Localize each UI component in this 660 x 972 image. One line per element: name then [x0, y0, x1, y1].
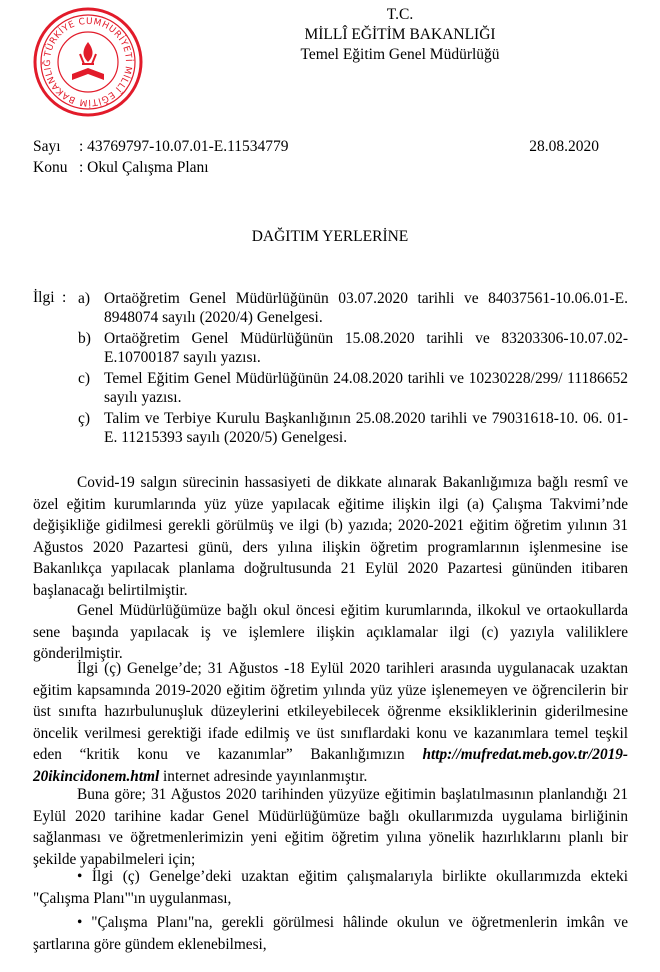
sayi-label: Sayı [33, 138, 61, 155]
body-paragraph-4: Buna göre; 31 Ağustos 2020 tarihinden yüzyüze eğitimin başlatılmasının planlandığı 21 Eylül 2020 tarihine kadar Genel Müdürlüğümüze bağlı okullarımızda uygulama birliğinin sağlanması ve öğretmenlerimizin yeni eğitim öğretim yılına yönelik hazırlıklarını planlı bir şekilde yapabilmeleri için; [33, 786, 628, 868]
bullet-item-2: • "Çalışma Planı"na, gerekli görülmesi hâlinde okulun ve öğretmenlerin imkân ve şartlarına göre gündem eklenebilmesi, [33, 914, 628, 953]
paragraph-3-text-a: İlgi (ç) Genelge’de; 31 Ağustos -18 Eylül 2020 tarihleri arasında uygulanacak uzaktan eğitim kapsamında 2019-2020 eğitim öğretim yılında yüz yüze işlenemeyen ve öğrencilerin bir üst sınıfta hazırbulunuşluk düzeylerini etkileyebilecek öğrenme eksikliklerinin giderilmesine öncelik verilmesi gerektiği ifade edilmiş ve üst sınıflardaki konu ve kazanımlara temel teşkil eden “kritik konu ve kazanımlar” Bakanlığımızın [33, 660, 628, 763]
konu-label: Konu [33, 159, 68, 176]
konu-value: : Okul Çalışma Planı [79, 159, 209, 176]
svg-text:TÜRKİYE CUMHURİYETİ MİLLÎ EĞİT [32, 6, 134, 108]
ilgi-item-b [78, 329, 628, 367]
ministry-seal-logo [32, 6, 144, 118]
ilgi-text: Ortaöğretim Genel Müdürlüğünün 03.07.2020 tarihli ve 84037561-10.06.01-E. 8948074 sayılı (2020/4) Genelgesi. [104, 290, 628, 326]
konu-row [33, 159, 209, 177]
ilgi-letter: a) [78, 290, 91, 307]
seal-ring-text: TÜRKİYE CUMHURİYETİ MİLLÎ EĞİTİM BAKANLIĞ [42, 16, 134, 108]
ilgi-text: Talim ve Terbiye Kurulu Başkanlığının 25.08.2020 tarihli ve 79031618-10. 06. 01-E. 11215393 sayılı (2020/5) Genelgesi. [104, 410, 628, 446]
header-ministry: MİLLÎ EĞİTİM BAKANLIĞI [304, 26, 496, 43]
ilgi-letter: ç) [78, 410, 91, 427]
body-paragraph-3 [33, 658, 628, 787]
body-paragraph-1: Covid-19 salgın sürecinin hassasiyeti de dikkate alınarak Bakanlığımıza bağlı resmî ve özel eğitim kurumlarında yüz yüze yapılacak eğitime ilişkin ilgi (a) Çalışma Takvimi’nde değişikliğe gidilmesi gerekli görülmüş ve ilgi (b) yazıda; 2020-2021 eğitim öğretim yılının 31 Ağustos 2020 Pazartesi günü, ders yılına ilişkin öğretim programlarının işlenmesine ise Bakanlıkça yapılacak planlama doğrultusunda 21 Eylül 2020 Pazartesi gününden itibaren başlanacağı belirtilmiştir. [33, 474, 628, 599]
ilgi-label: İlgi [33, 289, 55, 306]
ilgi-letter: c) [78, 370, 91, 387]
document-date: 28.08.2020 [529, 138, 599, 155]
ilgi-text: Ortaöğretim Genel Müdürlüğünün 15.08.2020 tarihli ve 83203306-10.07.02-E.10700187 sayılı yazısı. [104, 330, 628, 366]
distribution-heading: DAĞITIM YERLERİNE [251, 228, 409, 245]
header-tc: T.C. [386, 6, 414, 23]
bullet-item-1: • İlgi (ç) Genelge’deki uzaktan eğitim çalışmalarıyla birlikte okullarımızda ekteki "Çalışma Planı"'ın uygulanması, [33, 868, 628, 907]
ilgi-colon: : [62, 289, 67, 306]
ilgi-letter: b) [78, 330, 91, 347]
sayi-value: : 43769797-10.07.01-E.11534779 [79, 138, 289, 155]
ilgi-text: Temel Eğitim Genel Müdürlüğünün 24.08.2020 tarihli ve 10230228/299/ 11186652 sayılı yazısı. [104, 370, 628, 406]
sayi-row [33, 138, 289, 156]
header-directorate: Temel Eğitim Genel Müdürlüğü [300, 46, 500, 63]
body-paragraph-2: Genel Müdürlüğümüze bağlı okul öncesi eğitim kurumlarında, ilkokul ve ortaokullarda sene başında yapılacak iş ve işlemlere ilişkin açıklamalar ilgi (c) yazıyla valiliklere gönderilmiştir. [33, 602, 628, 662]
curriculum-url-link[interactable]: http://mufredat.meb.gov.tr/2019-20ikincidonem.html [33, 746, 628, 785]
ilgi-item-a [78, 289, 628, 327]
paragraph-3-text-b: internet adresinde yayınlanmıştır. [159, 767, 368, 785]
ilgi-item-cc [78, 409, 628, 447]
ilgi-item-c [78, 369, 628, 407]
